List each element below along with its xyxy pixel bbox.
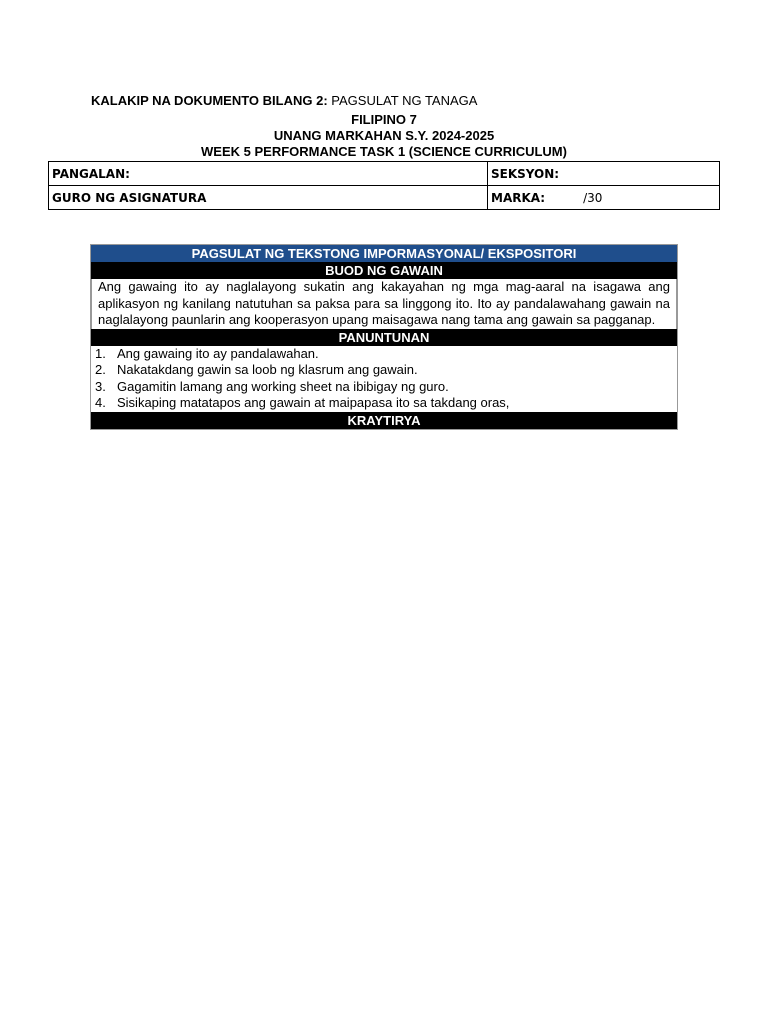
score-cell[interactable]	[488, 186, 720, 210]
rule-text: Sisikaping matatapos ang gawain at maipapasa ito sa takdang oras,	[117, 395, 510, 410]
rule-number: 4.	[95, 395, 106, 410]
section-cell[interactable]	[488, 162, 720, 186]
subject-title: FILIPINO 7	[351, 112, 417, 127]
task-box	[90, 244, 678, 430]
rule-number: 1.	[95, 345, 106, 361]
rule-text: Ang gawaing ito ay pandalawahan.	[117, 345, 319, 361]
attachment-heading	[91, 92, 477, 110]
criteria-heading: KRAYTIRYA	[91, 412, 677, 429]
list-item	[91, 379, 677, 396]
score-value: /30	[583, 190, 603, 205]
quarter-title: UNANG MARKAHAN S.Y. 2024-2025	[273, 128, 495, 143]
teacher-cell[interactable]	[49, 186, 488, 210]
student-info-table	[48, 161, 720, 210]
score-label: MARKA:	[491, 190, 546, 205]
info-row-teacher	[49, 186, 720, 210]
attachment-title: PAGSULAT NG TANAGA	[331, 93, 478, 108]
rules-heading: PANUNTUNAN	[91, 329, 677, 346]
list-item	[91, 395, 677, 412]
rule-text: Gagamitin lamang ang working sheet na ibibigay ng guro.	[117, 378, 449, 394]
info-row-name	[49, 162, 720, 186]
rule-text: Nakatakdang gawin sa loob ng klasrum ang gawain.	[117, 362, 418, 377]
summary-heading: BUOD NG GAWAIN	[91, 262, 677, 279]
list-item	[91, 346, 677, 363]
task-box-title: PAGSULAT NG TEKSTONG IMPORMASYONAL/ EKSPOSITORI	[91, 245, 677, 262]
summary-text: Ang gawaing ito ay naglalayong sukatin ang kakayahan ng mga mag-aaral na isagawa ang aplikasyon ng kanilang natutuhan sa paksa para sa linggong ito. Ito ay pandalawahang gawain na naglalayong paunlarin ang kooperasyon upang maisagawa nang tama ang gawain sa pagganap.	[91, 279, 677, 329]
section-label: SEKSYON:	[491, 166, 560, 181]
rule-number: 3.	[95, 378, 106, 394]
list-item	[91, 362, 677, 379]
teacher-label: GURO NG ASIGNATURA	[52, 190, 207, 205]
rule-number: 2.	[95, 362, 106, 377]
name-label: PANGALAN:	[52, 166, 130, 181]
task-title: WEEK 5 PERFORMANCE TASK 1 (SCIENCE CURRICULUM)	[201, 144, 567, 159]
rules-list	[91, 346, 677, 412]
name-cell[interactable]	[49, 162, 488, 186]
attachment-label: KALAKIP NA DOKUMENTO BILANG 2:	[91, 93, 328, 108]
